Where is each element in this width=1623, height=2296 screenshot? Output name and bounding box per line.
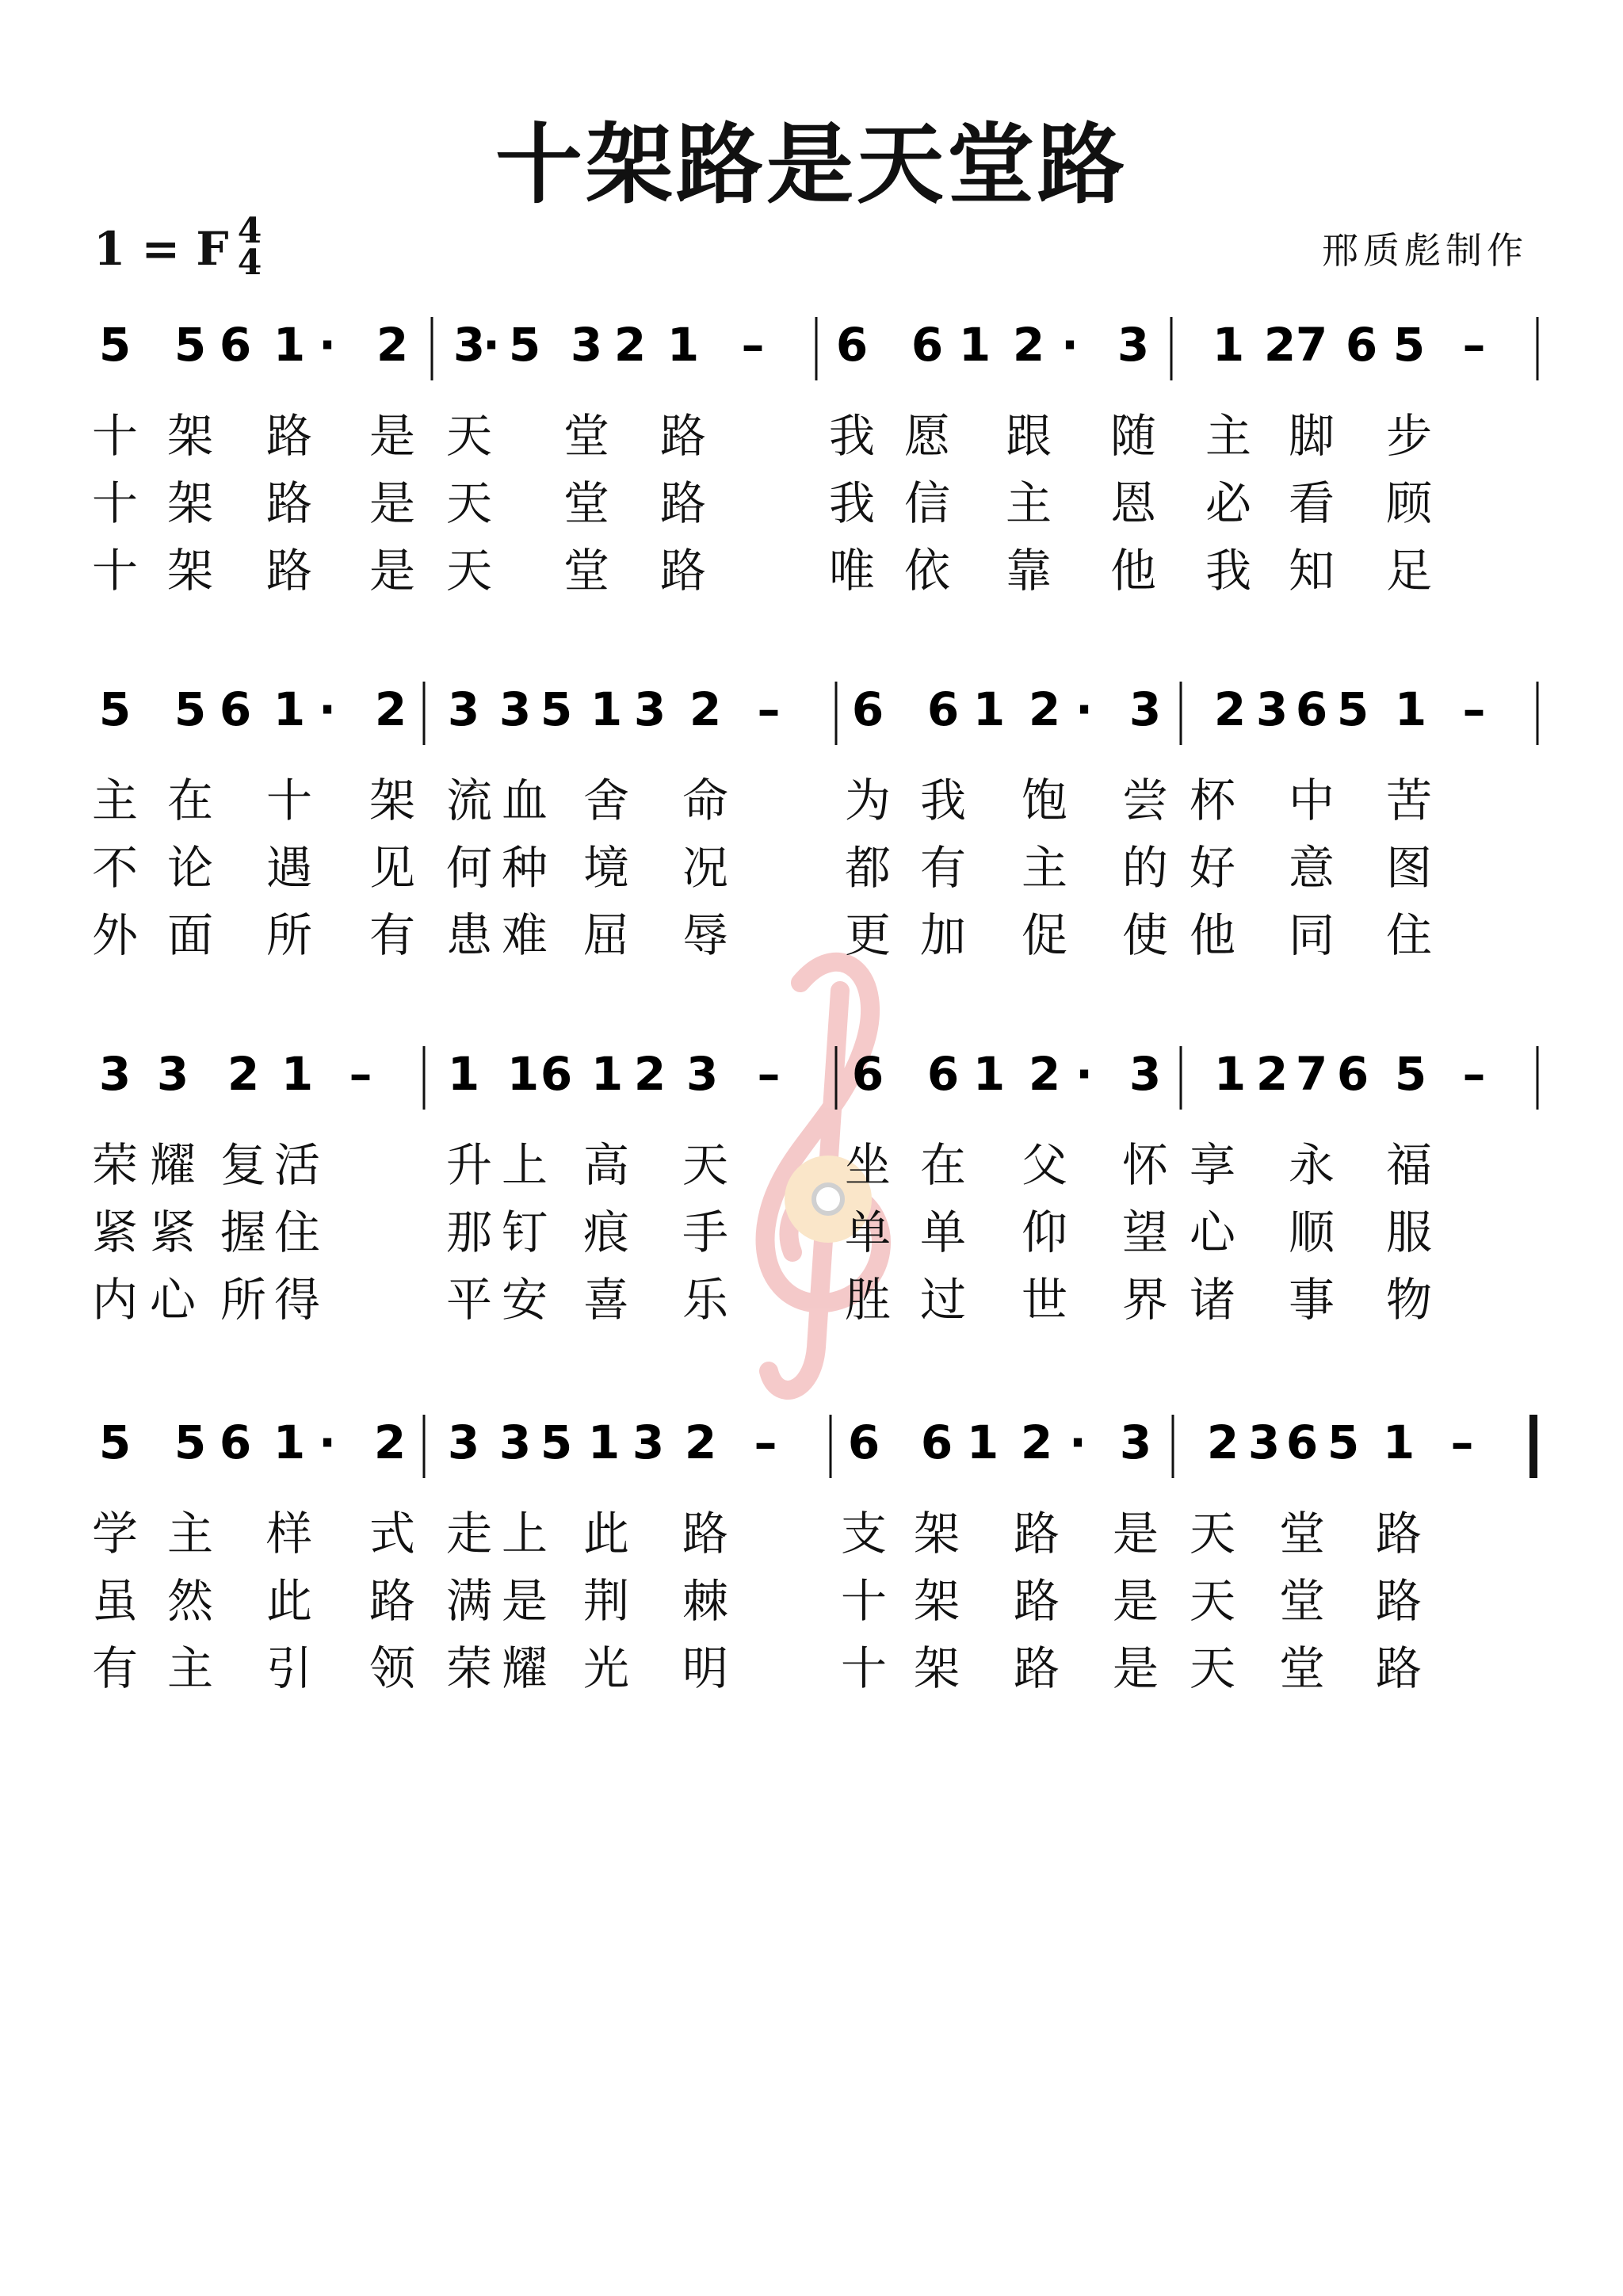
lyric-char: 种 — [501, 841, 548, 895]
lyric-char: 胜 — [844, 1273, 892, 1327]
lyric-char: 耀 — [501, 1641, 548, 1695]
lyric-char: 架 — [166, 409, 214, 463]
note: 1 — [972, 1047, 1006, 1101]
dot-note: · — [1075, 682, 1094, 736]
note: 3 — [570, 318, 603, 372]
note: 3 — [1117, 318, 1150, 372]
lyric-char: 住 — [273, 1205, 321, 1259]
lyric-char: 随 — [1109, 409, 1157, 463]
lyric-char: 靠 — [1005, 544, 1052, 598]
lyric-char: 堂 — [1278, 1507, 1326, 1561]
lyric-char: 辱 — [682, 908, 729, 962]
note: 3 — [453, 318, 486, 372]
note: 5 — [1392, 318, 1426, 372]
note: 2 — [684, 1415, 717, 1469]
lyric-char: 那 — [445, 1205, 493, 1259]
lyric-char: 明 — [682, 1641, 729, 1695]
dash-note: – — [1450, 1415, 1474, 1469]
lyric-char: 堂 — [1278, 1641, 1326, 1695]
lyric-char: 况 — [682, 841, 729, 895]
lyric-char: 心 — [1189, 1205, 1236, 1259]
note: 5 — [1327, 1415, 1360, 1469]
lyric-char: 平 — [445, 1273, 493, 1327]
lyric-char: 架 — [913, 1574, 960, 1628]
note: 6 — [926, 682, 960, 736]
note: 1 — [273, 682, 306, 736]
note: 1 — [506, 1047, 540, 1101]
lyric-char: 愿 — [903, 409, 951, 463]
note: 1 — [972, 682, 1006, 736]
note: 5 — [1394, 1047, 1427, 1101]
lyric-char: 路 — [1013, 1507, 1060, 1561]
note: 1 — [1382, 1415, 1415, 1469]
note: 6 — [1295, 682, 1328, 736]
lyric-char: 路 — [659, 409, 707, 463]
note: 2 — [1263, 318, 1296, 372]
lyric-char: 顾 — [1385, 476, 1433, 530]
lyric-char: 福 — [1385, 1138, 1433, 1192]
lyric-char: 屈 — [582, 908, 630, 962]
note: 3 — [447, 1415, 480, 1469]
lyric-char: 尝 — [1121, 774, 1169, 827]
lyric-char: 路 — [1375, 1507, 1423, 1561]
lyric-char: 十 — [265, 774, 313, 827]
lyric-char: 天 — [1189, 1507, 1236, 1561]
note: 2 — [613, 318, 647, 372]
lyric-char: 遇 — [265, 841, 313, 895]
lyric-char: 知 — [1288, 544, 1335, 598]
note: 3 — [1128, 1047, 1162, 1101]
lyric-char: 他 — [1189, 908, 1236, 962]
lyric-char: 天 — [445, 476, 493, 530]
note: 2 — [633, 1047, 666, 1101]
lyric-char: 路 — [265, 409, 313, 463]
lyric-char: 上 — [501, 1507, 548, 1561]
lyric-char: 喜 — [582, 1273, 630, 1327]
lyric-char: 步 — [1385, 409, 1433, 463]
lyric-char: 苦 — [1385, 774, 1433, 827]
lyric-char: 患 — [445, 908, 493, 962]
lyric-char: 高 — [582, 1138, 630, 1192]
lyric-char: 复 — [220, 1138, 267, 1192]
lyric-char: 手 — [682, 1205, 729, 1259]
lyric-char: 然 — [166, 1574, 214, 1628]
lyric-char: 世 — [1021, 1273, 1068, 1327]
lyric-char: 安 — [501, 1273, 548, 1327]
note: 2 — [1213, 682, 1247, 736]
lyric-char: 脚 — [1288, 409, 1335, 463]
dot-note: · — [1075, 1047, 1094, 1101]
lyric-char: 信 — [903, 476, 951, 530]
lyric-char: 路 — [682, 1507, 729, 1561]
lyric-char: 是 — [369, 409, 416, 463]
lyric-char: 主 — [1021, 841, 1068, 895]
lyric-char: 所 — [220, 1273, 267, 1327]
lyric-char: 堂 — [563, 544, 610, 598]
lyric-char: 紧 — [91, 1205, 139, 1259]
note: 2 — [1206, 1415, 1239, 1469]
lyric-char: 享 — [1189, 1138, 1236, 1192]
lyric-char: 架 — [913, 1641, 960, 1695]
lyric-char: 堂 — [563, 476, 610, 530]
lyric-char: 内 — [91, 1273, 139, 1327]
lyric-char: 路 — [1375, 1641, 1423, 1695]
lyric-char: 父 — [1021, 1138, 1068, 1192]
lyric-char: 跟 — [1005, 409, 1052, 463]
lyric-char: 是 — [369, 544, 416, 598]
lyric-char: 天 — [445, 544, 493, 598]
lyric-char: 为 — [844, 774, 892, 827]
note: 1 — [590, 682, 623, 736]
note: 5 — [98, 682, 132, 736]
note: 1 — [1394, 682, 1427, 736]
lyric-char: 服 — [1385, 1205, 1433, 1259]
lyric-char: 路 — [659, 544, 707, 598]
lyric-char: 我 — [1205, 544, 1252, 598]
note: 2 — [1020, 1415, 1053, 1469]
dash-note: – — [754, 1415, 777, 1469]
lyric-char: 看 — [1288, 476, 1335, 530]
lyric-char: 天 — [1189, 1641, 1236, 1695]
lyric-char: 走 — [445, 1507, 493, 1561]
note: 5 — [98, 318, 132, 372]
note: 1 — [273, 318, 306, 372]
note: 3 — [1247, 1415, 1281, 1469]
lyric-char: 十 — [91, 409, 139, 463]
note: 5 — [174, 318, 207, 372]
lyric-char: 永 — [1288, 1138, 1335, 1192]
lyric-char: 样 — [265, 1507, 313, 1561]
lyric-char: 钉 — [501, 1205, 548, 1259]
lyric-char: 不 — [91, 841, 139, 895]
lyric-char: 坐 — [844, 1138, 892, 1192]
lyric-char: 是 — [1112, 1641, 1159, 1695]
lyric-char: 住 — [1385, 908, 1433, 962]
dash-note: – — [741, 318, 765, 372]
note: 2 — [227, 1047, 260, 1101]
lyric-char: 依 — [903, 544, 951, 598]
note: 5 — [1336, 682, 1369, 736]
note: 2 — [1028, 1047, 1061, 1101]
lyric-char: 光 — [582, 1641, 630, 1695]
lyric-char: 我 — [919, 774, 967, 827]
lyric-char: 何 — [445, 841, 493, 895]
note: 6 — [851, 1047, 884, 1101]
lyric-char: 十 — [91, 476, 139, 530]
lyric-char: 此 — [582, 1507, 630, 1561]
lyric-char: 都 — [844, 841, 892, 895]
lyric-char: 在 — [919, 1138, 967, 1192]
note: 3 — [1255, 682, 1289, 736]
note: 6 — [1336, 1047, 1369, 1101]
lyric-char: 血 — [501, 774, 548, 827]
note: 2 — [373, 1415, 407, 1469]
note: 1 — [587, 1415, 621, 1469]
lyric-char: 我 — [828, 476, 876, 530]
note: 2 — [1028, 682, 1061, 736]
lyric-char: 面 — [166, 908, 214, 962]
note: 3 — [156, 1047, 189, 1101]
lyric-char: 好 — [1189, 841, 1236, 895]
lyric-char: 的 — [1121, 841, 1169, 895]
dot-note: · — [318, 318, 337, 372]
lyric-char: 握 — [220, 1205, 267, 1259]
lyric-char: 天 — [682, 1138, 729, 1192]
lyric-char: 架 — [913, 1507, 960, 1561]
note: 2 — [376, 318, 409, 372]
lyric-char: 心 — [149, 1273, 197, 1327]
lyric-char: 外 — [91, 908, 139, 962]
note: 6 — [219, 1415, 252, 1469]
lyric-char: 唯 — [828, 544, 876, 598]
lyric-char: 图 — [1385, 841, 1433, 895]
dot-note: · — [1068, 1415, 1087, 1469]
lyric-char: 活 — [273, 1138, 321, 1192]
lyric-char: 支 — [840, 1507, 888, 1561]
lyric-char: 满 — [445, 1574, 493, 1628]
lyric-char: 主 — [166, 1641, 214, 1695]
note: 6 — [540, 1047, 573, 1101]
note: 5 — [540, 682, 573, 736]
lyric-char: 所 — [265, 908, 313, 962]
lyric-char: 必 — [1205, 476, 1252, 530]
lyric-char: 荣 — [91, 1138, 139, 1192]
note: 3 — [685, 1047, 719, 1101]
note: 1 — [447, 1047, 480, 1101]
time-signature-top: 4 — [237, 211, 262, 251]
lyric-char: 在 — [166, 774, 214, 827]
lyric-char: 路 — [265, 476, 313, 530]
note: 1 — [281, 1047, 314, 1101]
lyric-char: 是 — [1112, 1574, 1159, 1628]
dot-note: · — [318, 1415, 337, 1469]
note: 5 — [98, 1415, 132, 1469]
note: 6 — [926, 1047, 960, 1101]
lyric-char: 十 — [91, 544, 139, 598]
lyric-char: 荣 — [445, 1641, 493, 1695]
note: 7 — [1295, 1047, 1328, 1101]
lyric-char: 更 — [844, 908, 892, 962]
lyric-char: 恩 — [1109, 476, 1157, 530]
lyric-char: 学 — [91, 1507, 139, 1561]
lyric-char: 杯 — [1189, 774, 1236, 827]
lyric-char: 是 — [501, 1574, 548, 1628]
lyric-char: 主 — [1205, 409, 1252, 463]
lyric-char: 堂 — [563, 409, 610, 463]
dash-note: – — [349, 1047, 372, 1101]
note: 2 — [374, 682, 407, 736]
lyric-char: 单 — [844, 1205, 892, 1259]
lyric-char: 使 — [1121, 908, 1169, 962]
lyric-char: 乐 — [682, 1273, 729, 1327]
lyric-char: 同 — [1288, 908, 1335, 962]
note: 1 — [1212, 318, 1245, 372]
note: 6 — [851, 682, 884, 736]
lyric-char: 主 — [91, 774, 139, 827]
lyric-char: 难 — [501, 908, 548, 962]
note: 3 — [498, 682, 532, 736]
lyric-char: 路 — [1375, 1574, 1423, 1628]
note: 6 — [219, 318, 252, 372]
note: 3 — [633, 682, 666, 736]
lyric-char: 升 — [445, 1138, 493, 1192]
note: 1 — [958, 318, 991, 372]
note: 1 — [590, 1047, 624, 1101]
lyric-char: 有 — [369, 908, 416, 962]
lyric-char: 十 — [840, 1574, 888, 1628]
lyric-char: 怀 — [1121, 1138, 1169, 1192]
lyric-char: 架 — [166, 476, 214, 530]
lyric-char: 过 — [919, 1273, 967, 1327]
note: 1 — [273, 1415, 306, 1469]
lyric-char: 领 — [369, 1641, 416, 1695]
lyric-char: 主 — [166, 1507, 214, 1561]
lyric-char: 流 — [445, 774, 493, 827]
note: 6 — [1285, 1415, 1319, 1469]
lyric-char: 路 — [369, 1574, 416, 1628]
note: 1 — [1213, 1047, 1247, 1101]
lyric-char: 他 — [1109, 544, 1157, 598]
lyric-char: 路 — [659, 476, 707, 530]
lyric-char: 上 — [501, 1138, 548, 1192]
lyric-char: 紧 — [149, 1205, 197, 1259]
lyric-char: 虽 — [91, 1574, 139, 1628]
lyric-char: 有 — [91, 1641, 139, 1695]
dash-note: – — [757, 682, 781, 736]
dash-note: – — [1462, 682, 1486, 736]
dash-note: – — [1462, 318, 1486, 372]
lyric-char: 物 — [1385, 1273, 1433, 1327]
note: 7 — [1295, 318, 1328, 372]
author-credit: 邢质彪制作 — [1322, 229, 1528, 272]
lyric-char: 此 — [265, 1574, 313, 1628]
lyric-char: 天 — [445, 409, 493, 463]
lyric-char: 路 — [265, 544, 313, 598]
note: 3 — [498, 1415, 532, 1469]
lyric-char: 境 — [582, 841, 630, 895]
note: 3 — [447, 682, 480, 736]
note: 5 — [174, 682, 207, 736]
time-signature-bottom: 4 — [237, 243, 262, 283]
note: 6 — [920, 1415, 953, 1469]
lyric-char: 路 — [1013, 1574, 1060, 1628]
lyric-char: 主 — [1005, 476, 1052, 530]
note: 3 — [632, 1415, 665, 1469]
lyric-char: 事 — [1288, 1273, 1335, 1327]
note: 5 — [508, 318, 541, 372]
lyric-char: 见 — [369, 841, 416, 895]
lyric-char: 饱 — [1021, 774, 1068, 827]
lyric-char: 路 — [1013, 1641, 1060, 1695]
lyric-char: 意 — [1288, 841, 1335, 895]
lyric-char: 加 — [919, 908, 967, 962]
note: 3 — [1128, 682, 1162, 736]
note: 3 — [1119, 1415, 1152, 1469]
lyric-char: 棘 — [682, 1574, 729, 1628]
lyric-char: 是 — [1112, 1507, 1159, 1561]
note: 2 — [1012, 318, 1045, 372]
lyric-char: 堂 — [1278, 1574, 1326, 1628]
lyric-char: 痕 — [582, 1205, 630, 1259]
lyric-char: 顺 — [1288, 1205, 1335, 1259]
lyric-char: 中 — [1288, 774, 1335, 827]
lyric-char: 式 — [369, 1507, 416, 1561]
lyric-char: 单 — [919, 1205, 967, 1259]
note: 2 — [1255, 1047, 1289, 1101]
lyric-char: 命 — [682, 774, 729, 827]
note: 5 — [540, 1415, 573, 1469]
lyric-char: 诸 — [1189, 1273, 1236, 1327]
note: 6 — [835, 318, 869, 372]
lyric-char: 论 — [166, 841, 214, 895]
lyric-char: 有 — [919, 841, 967, 895]
note: 6 — [911, 318, 944, 372]
note: 2 — [689, 682, 722, 736]
lyric-char: 耀 — [149, 1138, 197, 1192]
lyric-char: 天 — [1189, 1574, 1236, 1628]
dot-note: · — [482, 318, 501, 372]
lyric-char: 足 — [1385, 544, 1433, 598]
lyric-char: 架 — [166, 544, 214, 598]
lyric-char: 促 — [1021, 908, 1068, 962]
note: 3 — [98, 1047, 132, 1101]
note: 6 — [847, 1415, 880, 1469]
dot-note: · — [1060, 318, 1079, 372]
dash-note: – — [757, 1047, 781, 1101]
dot-note: · — [318, 682, 337, 736]
lyric-char: 望 — [1121, 1205, 1169, 1259]
note: 1 — [966, 1415, 999, 1469]
lyric-char: 舍 — [582, 774, 630, 827]
song-title: 十架路是天堂路 — [495, 113, 1128, 216]
lyric-char: 荆 — [582, 1574, 630, 1628]
key-signature: 1 = F — [94, 222, 229, 276]
dash-note: – — [1462, 1047, 1486, 1101]
note: 5 — [174, 1415, 207, 1469]
lyric-char: 是 — [369, 476, 416, 530]
lyric-char: 界 — [1121, 1273, 1169, 1327]
lyric-char: 仰 — [1021, 1205, 1068, 1259]
lyric-char: 架 — [369, 774, 416, 827]
lyric-char: 引 — [265, 1641, 313, 1695]
lyric-char: 得 — [273, 1273, 321, 1327]
note: 1 — [666, 318, 700, 372]
note: 6 — [1345, 318, 1378, 372]
lyric-char: 十 — [840, 1641, 888, 1695]
note: 6 — [219, 682, 252, 736]
lyric-char: 我 — [828, 409, 876, 463]
